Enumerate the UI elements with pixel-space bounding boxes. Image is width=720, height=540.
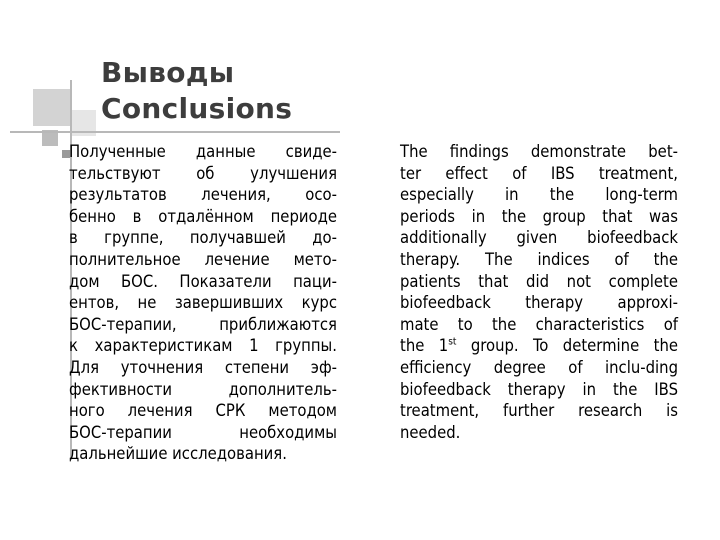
title-line-ru: Выводы (101, 56, 235, 89)
title-line-en: Conclusions (101, 92, 293, 125)
text-line: mate to the characteristics of (400, 314, 678, 334)
text-line: efficiency degree of inclu-ding (400, 357, 678, 377)
text-line: полнительное лечение мето- (69, 249, 337, 269)
slide-title (101, 55, 292, 127)
text-line: дом БОС. Показатели паци- (69, 271, 337, 291)
decorative-square (33, 89, 70, 126)
text-line: treatment, further research is (400, 401, 678, 421)
text-line: БОС-терапии, приближаются (69, 314, 337, 334)
text-line: biofeedback therapy approxi- (400, 293, 678, 313)
text-line-with-superscript (400, 335, 678, 357)
russian-text-column (69, 141, 337, 465)
text-line: Полученные данные свиде- (69, 142, 337, 161)
text-line: ного лечения СРК методом (69, 401, 337, 421)
text-line: patients that did not complete (400, 271, 678, 291)
decorative-horizontal-line (10, 131, 340, 133)
superscript: st (448, 336, 457, 348)
text-line: biofeedback therapy in the IBS (400, 379, 678, 399)
text-fragment: group. To determine the (456, 336, 678, 356)
text-line: тельствуют об улучшения (69, 163, 337, 183)
text-line: ter effect of IBS treatment, (400, 163, 678, 183)
text-fragment: the 1 (400, 336, 449, 356)
text-line: ентов, не завершивших курс (69, 293, 337, 313)
text-line: therapy. The indices of the (400, 249, 678, 269)
text-line: Для уточнения степени эф- (69, 357, 337, 377)
text-line: бенно в отдалённом периоде (69, 206, 337, 226)
text-line: в группе, получавшей до- (69, 228, 337, 248)
text-line: результатов лечения, осо- (69, 185, 337, 205)
text-line: фективности дополнитель- (69, 379, 337, 399)
text-line: additionally given biofeedback (400, 228, 678, 248)
text-line: especially in the long-term (400, 185, 678, 205)
text-line: periods in the group that was (400, 206, 678, 226)
text-line: needed. (400, 422, 461, 442)
text-line: дальнейшие исследования. (69, 444, 287, 464)
english-text-column (400, 141, 678, 443)
text-line: БОС-терапии необходимы (69, 422, 337, 442)
text-line: The findings demonstrate bet- (400, 142, 678, 161)
text-line: к характеристикам 1 группы. (69, 336, 337, 356)
